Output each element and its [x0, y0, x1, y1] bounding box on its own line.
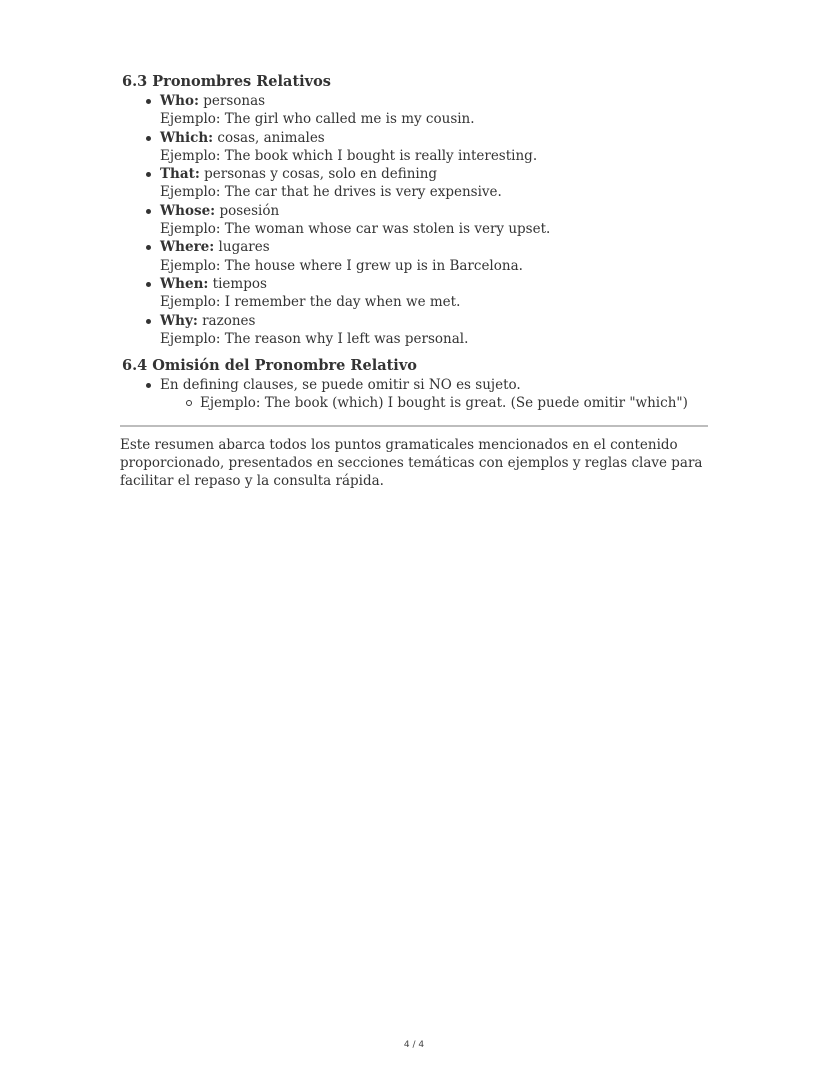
omission-rule: En defining clauses, se puede omitir si NO es sujeto.: [160, 377, 521, 394]
pronoun-usage: tiempos: [208, 275, 267, 292]
section-relative-pronouns: [120, 72, 710, 348]
pronoun-term: Who:: [160, 93, 199, 109]
pronoun-usage: cosas, animales: [213, 129, 325, 146]
pronoun-list: [120, 92, 710, 348]
pronoun-example: Ejemplo: I remember the day when we met.: [160, 294, 461, 311]
pronoun-example: Ejemplo: The car that he drives is very expensive.: [160, 184, 502, 201]
list-item: [160, 92, 710, 129]
page-number: 4 / 4: [403, 1040, 425, 1050]
section-heading: 6.3 Pronombres Relativos: [122, 73, 331, 90]
pronoun-usage: lugares: [214, 239, 270, 256]
pronoun-example: Ejemplo: The reason why I left was personal.: [160, 330, 469, 347]
sub-list-item: Ejemplo: The book (which) I bought is great. (Se puede omitir "which"): [200, 394, 710, 412]
list-item: [160, 376, 710, 413]
horizontal-divider: [120, 425, 708, 427]
summary-paragraph: Este resumen abarca todos los puntos gramaticales mencionados en el contenido proporcionado, presentados en secciones temáticas con ejemplos y reglas clave para facilitar el repaso y la consulta rápida.: [120, 436, 703, 490]
list-item: [160, 129, 710, 166]
pronoun-example: Ejemplo: The house where I grew up is in Barcelona.: [160, 257, 523, 274]
pronoun-example: Ejemplo: The woman whose car was stolen is very upset.: [160, 221, 551, 238]
pronoun-usage: razones: [197, 312, 256, 329]
section-heading: 6.4 Omisión del Pronombre Relativo: [122, 357, 417, 375]
list-item: [160, 165, 710, 202]
pronoun-term: That:: [160, 166, 200, 183]
pronoun-usage: posesión: [215, 202, 280, 219]
page-content: [120, 72, 710, 491]
pronoun-term: When:: [160, 275, 209, 292]
list-item: [160, 275, 710, 312]
pronoun-example: Ejemplo: The book which I bought is really interesting.: [160, 147, 538, 164]
pronoun-usage: personas: [198, 93, 266, 109]
pronoun-term: Where:: [160, 239, 215, 256]
omission-list: [120, 376, 710, 413]
pronoun-term: Whose:: [160, 202, 216, 219]
section-pronoun-omission: [120, 356, 710, 413]
pronoun-term: Why:: [160, 312, 198, 329]
pronoun-usage: personas y cosas, solo en defining: [199, 166, 438, 183]
list-item: [160, 312, 710, 349]
list-item: [160, 238, 710, 275]
pronoun-example: Ejemplo: The girl who called me is my cousin.: [160, 111, 475, 128]
pronoun-term: Which:: [160, 129, 214, 146]
omission-sublist: [160, 394, 710, 412]
list-item: [160, 202, 710, 239]
